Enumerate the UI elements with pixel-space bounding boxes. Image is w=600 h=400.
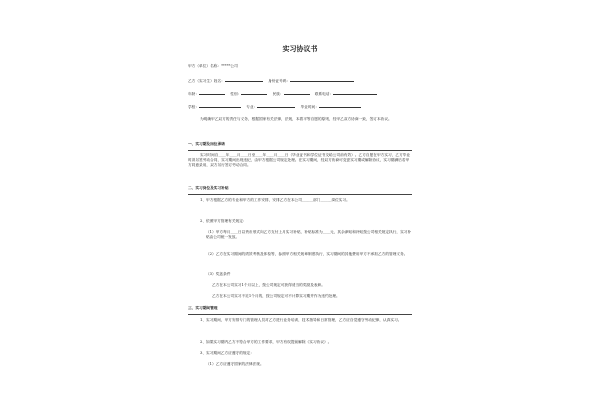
section-2-subitem-3: （3）奖惩条件 bbox=[206, 272, 231, 276]
section-3-item-3: 3、实习期间乙方应遵守的规定： bbox=[200, 351, 254, 355]
party-b-name-label: 乙方（实习生）姓名： bbox=[188, 79, 225, 83]
major-blank[interactable] bbox=[257, 103, 295, 108]
section-3-divider bbox=[188, 314, 412, 315]
gender-blank[interactable] bbox=[241, 90, 267, 95]
document-title: 实习协议书 bbox=[282, 44, 318, 53]
ethnic-label: 民族： bbox=[272, 92, 284, 96]
school-label: 学校： bbox=[188, 105, 200, 109]
age-label: 年龄： bbox=[188, 92, 200, 96]
info-line-2 bbox=[188, 103, 361, 110]
gender-label: 性别： bbox=[230, 92, 242, 96]
section-2-heading: 二、实习岗位及实习补贴 bbox=[188, 186, 229, 190]
ethnic-blank[interactable] bbox=[284, 90, 310, 95]
grad-label: 毕业时间： bbox=[300, 105, 319, 109]
school-blank[interactable] bbox=[199, 103, 241, 108]
info-line-1 bbox=[188, 90, 377, 97]
section-2-subitem-2: （2）乙方在实习期间的绩效考核及体检等，参照甲方相关规章制度执行，实习期间的其他费用甲方不承担乙方的管理义务。 bbox=[206, 252, 408, 256]
name-blank[interactable] bbox=[225, 77, 263, 82]
grad-blank[interactable] bbox=[319, 103, 361, 108]
party-b-line bbox=[188, 77, 354, 84]
section-3-heading: 三、实习期间管理 bbox=[188, 306, 218, 310]
party-a-label: 甲方（单位）名称：*****公司 bbox=[188, 64, 238, 68]
section-1-divider bbox=[188, 150, 412, 151]
party-a-line bbox=[188, 64, 238, 69]
intro-paragraph: 为明确甲乙双方的责任与义务，根据国家有关法律，法规，本着平等自愿的原则，经甲乙双方协商一致，签订本协议。 bbox=[200, 117, 392, 121]
section-2-divider bbox=[188, 194, 412, 195]
section-3-subitem-1: （1）乙方应遵守国家的法律法规。 bbox=[206, 362, 264, 366]
section-2-item-2: 2、依照甲方管理有关规定： bbox=[200, 219, 247, 223]
age-blank[interactable] bbox=[199, 90, 225, 95]
section-1-heading: 一、实习期及岗位承诺 bbox=[188, 142, 225, 146]
reward-line-2: 乙方在本公司实习不足1个月的，按公司规定可不计算实习期并作为违约处理。 bbox=[212, 294, 340, 298]
section-1-paragraph: 实习时间自____年____月____日至____年____月____日（毕业证书和学位证书交给公司前有效）。乙方自愿在甲方实习，乙方毕业时须另签劳动合同，实习期间出现违纪，由甲方根据公司规定处理。在实习期间，经双方协商可变更实习期或解除协议，实习期满后若甲方同意录用，双方另行签订劳动合同。 bbox=[188, 153, 411, 168]
major-label: 专业： bbox=[246, 105, 258, 109]
section-3-item-2: 2、如果实习期内乙方不符合甲方的工作要求，甲方有权提前解除《实习协议》。 bbox=[200, 340, 332, 344]
contact-blank[interactable] bbox=[333, 90, 377, 95]
section-3-item-1: 1、实习期间，甲方安排专门的管理人员对乙方进行业务培训，技术指导和日常管理，乙方应自觉遵守劳动纪律，认真实习。 bbox=[200, 318, 402, 322]
section-2-item-1: 1、甲方根据乙方的专业和甲方的工作安排，安排乙方在本公司______部门______岗位实习。 bbox=[200, 198, 350, 202]
id-label: 身份证号码： bbox=[268, 79, 291, 83]
id-blank[interactable] bbox=[290, 77, 354, 82]
section-2-subitem-1: （1）甲方每月____日以货币形式向乙方支付上月实习补贴，补贴标准为____元，其余津贴和补贴按公司相关规定执行，实习补贴由公司统一发放。 bbox=[206, 230, 412, 240]
reward-line-1: 乙方在本公司实习1个月以上，按公司规定可获得适当的奖励及表彰。 bbox=[212, 283, 325, 287]
contact-label: 联系电话： bbox=[314, 92, 334, 96]
document-page bbox=[178, 0, 422, 400]
